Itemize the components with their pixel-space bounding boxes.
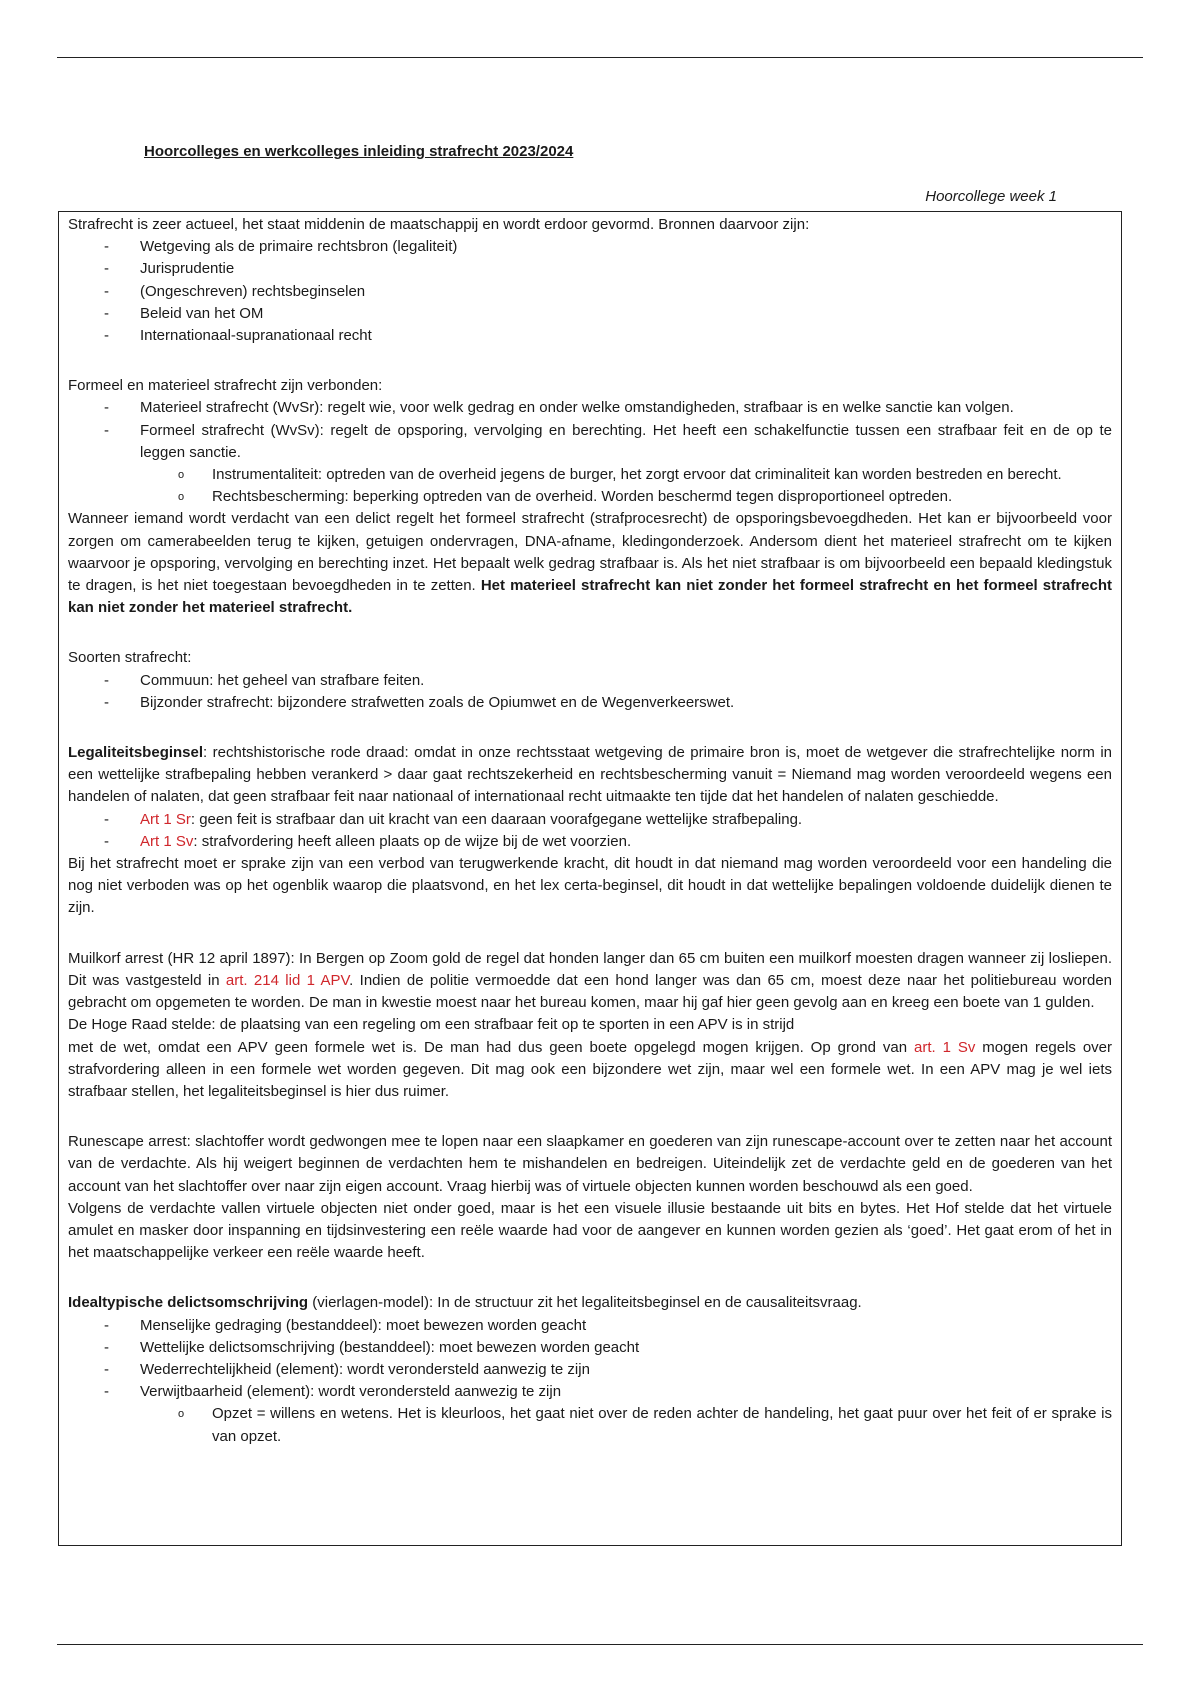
- section-label: Hoorcollege week 1: [925, 188, 1057, 205]
- document-title: Hoorcolleges en werkcolleges inleiding strafrecht 2023/2024: [144, 143, 574, 160]
- idealtypisch-paragraph: [68, 1292, 1112, 1314]
- opzet-sublist: [140, 1403, 1112, 1447]
- list-item: - Wetgeving als de primaire rechtsbron (legaliteit): [140, 236, 1112, 258]
- list-item: - (Ongeschreven) rechtsbeginselen: [140, 281, 1112, 303]
- bottom-rule: [57, 1644, 1143, 1645]
- top-rule: [57, 57, 1143, 58]
- list-item: - Jurisprudentie: [140, 258, 1112, 280]
- verwijtbaarheid-text: Verwijtbaarheid (element): wordt verondersteld aanwezig te zijn: [140, 1383, 562, 1401]
- art1sr-reference: Art 1 Sr: [140, 810, 191, 828]
- content-box: [58, 211, 1122, 1546]
- hoge-raad-text-2: mogen regels over strafvordering alleen in een formele wet worden gegeven. Dit mag ook een bijzondere wet zijn, maar wel een formele wet. In een APV mag je wel iets strafbaar stellen, het legaliteitsbeginsel is hier dus ruimer.: [68, 1038, 1112, 1100]
- idealtypisch-term: Idealtypische delictsomschrijving: [68, 1294, 309, 1312]
- lagen-list: [68, 1315, 1112, 1448]
- legaliteit-term: Legaliteitsbeginsel: [68, 744, 204, 762]
- list-item: - Beleid van het OM: [140, 303, 1112, 325]
- art1sv-reference: Art 1 Sv: [140, 832, 194, 850]
- list-item: - Commuun: het geheel van strafbare feiten.: [140, 670, 1112, 692]
- hoge-raad-text-1: met de wet, omdat een APV geen formele wet is. De man had dus geen boete opgelegd mogen krijgen. Op grond van: [68, 1038, 914, 1056]
- list-item: [140, 809, 1112, 831]
- list-item: - Bijzonder strafrecht: bijzondere strafwetten zoals de Opiumwet en de Wegenverkeerswet.: [140, 692, 1112, 714]
- sub-list-item: o Rechtsbescherming: beperking optreden van de overheid. Worden beschermd tegen disproportioneel optreden.: [212, 486, 1112, 508]
- runescape-paragraph-1: Runescape arrest: slachtoffer wordt gedwongen mee te lopen naar een slaapkamer en goederen van zijn runescape-account over te zetten naar het account van de verdachte. Als hij weigert beginnen de verdachten hem te mishandelen en bedreigen. Uiteindelijk zet de verdachte geld en de goederen van het account van het slachtoffer over naar zijn eigen account. Vraag hierbij was of virtuele objecten kunnen worden beschouwd als een goed.: [68, 1133, 1112, 1195]
- formeel-intro: Formeel en materieel strafrecht zijn verbonden:: [68, 377, 383, 395]
- idealtypisch-text: (vierlagen-model): In de structuur zit het legaliteitsbeginsel en de causaliteitsvraag.: [308, 1294, 862, 1312]
- list-item: - Wederrechtelijkheid (element): wordt verondersteld aanwezig te zijn: [140, 1359, 1112, 1381]
- list-item: [140, 420, 1112, 509]
- muilkorf-text-2: . Indien de politie vermoedde dat een hond langer was dan 65 cm, moest deze naar het politiebureau worden gebracht om opgemeten te worden. De man in kwestie moest naar het bureau komen, maar hij gaf hier geen gevolg aan en kreeg een boete van 1 gulden.: [68, 971, 1113, 1012]
- list-item: - Internationaal-supranationaal recht: [140, 325, 1112, 347]
- intro-paragraph: Strafrecht is zeer actueel, het staat middenin de maatschappij en wordt erdoor gevormd. Bronnen daarvoor zijn:: [68, 216, 810, 233]
- hoge-raad-paragraph: [68, 1037, 1112, 1104]
- art1sv-text: : strafvordering heeft alleen plaats op de wijze bij de wet voorzien.: [193, 832, 632, 850]
- hoge-raad-line: De Hoge Raad stelde: de plaatsing van een regeling om een strafbaar feit op te sporten in een APV is in strijd: [68, 1016, 795, 1034]
- apv-reference: art. 214 lid 1 APV: [225, 971, 350, 989]
- artikelen-list: [68, 809, 1112, 853]
- list-item: - Wettelijke delictsomschrijving (bestanddeel): moet bewezen worden geacht: [140, 1337, 1112, 1359]
- sub-list-item: o Instrumentaliteit: optreden van de overheid jegens de burger, het zorgt ervoor dat criminaliteit kan worden bestreden en berecht.: [212, 464, 1112, 486]
- formeel-sublist: [140, 464, 1112, 508]
- soorten-intro: Soorten strafrecht:: [68, 649, 192, 667]
- sources-list: [68, 236, 1112, 347]
- list-item: [140, 1381, 1112, 1448]
- runescape-paragraph-2: Volgens de verdachte vallen virtuele objecten niet onder goed, maar is het een visuele illusie bestaande uit bits en bytes. Het Hof stelde dat het virtuele amulet en masker door inspanning en tijdsinvestering een reële waarde had voor de aangever en kunnen worden gezien als ‘goed’. Het gaat erom of het in het maatschappelijke verkeer een reële waarde heeft.: [68, 1199, 1112, 1262]
- verdacht-text: Wanneer iemand wordt verdacht van een delict regelt het formeel strafrecht (strafprocesrecht) de opsporingsbevoegdheden. Het kan er bijvoorbeeld voor zorgen om camerabeelden terug te kijken, getuigen ondervragen, DNA-afname, kledingonderzoek. Andersom dient het materieel strafrecht om te kijken waarvoor je opsporing, vervolging en berechting inzet. Het bepaalt welk gedrag strafbaar is. Als het niet strafbaar is om bijvoorbeeld een bepaald kledingstuk te dragen, is het niet toegestaan bevoegdheden in te zetten.: [68, 510, 1112, 595]
- list-item: - Materieel strafrecht (WvSr): regelt wie, voor welk gedrag en onder welke omstandigheden, strafbaar is en welke sanctie kan volgen.: [140, 397, 1112, 419]
- formeel-list: [68, 397, 1112, 508]
- list-item: - Menselijke gedraging (bestanddeel): moet bewezen worden geacht: [140, 1315, 1112, 1337]
- art1sv-reference-2: art. 1 Sv: [913, 1038, 976, 1056]
- muilkorf-text-1: Muilkorf arrest (HR 12 april 1897): In Bergen op Zoom gold de regel dat honden langer dan 65 cm buiten een muilkorf moesten dragen wanneer zij losliepen. Dit was vastgesteld in: [68, 949, 1112, 989]
- art1sr-text: : geen feit is strafbaar dan uit kracht van een daaraan voorafgegane wettelijke strafbepaling.: [190, 810, 803, 828]
- terugwerkend-paragraph: Bij het strafrecht moet er sprake zijn van een verbod van terugwerkende kracht, dit houdt in dat niemand mag worden veroordeeld voor een handeling die nog niet verboden was op het ogenblik waarop die plaatsvond, en het lex certa-beginsel, dit houdt in dat wettelijke bepalingen voldoende duidelijk dienen te zijn.: [68, 855, 1112, 917]
- muilkorf-paragraph: [68, 948, 1112, 1015]
- legaliteit-text: : rechtshistorische rode draad: omdat in onze rechtsstaat wetgeving de primaire bron is, moet de wetgever die strafrechtelijke norm in een wettelijke strafbepaling hebben verankerd > daar gaat rechtszekerheid en rechtsbescherming vanuit = Niemand mag worden veroordeeld wegens een handelen of nalaten, dat geen strafbaar feit naar nationaal of internationaal recht uitmaakte ten tijde dat het handelen of nalaten geschiedde.: [68, 744, 1112, 806]
- verdacht-bold-text: Het materieel strafrecht kan niet zonder het formeel strafrecht en het formeel strafrecht kan niet zonder het materieel strafrecht.: [68, 577, 1113, 617]
- sub-list-item: o Opzet = willens en wetens. Het is kleurloos, het gaat niet over de reden achter de handeling, het gaat puur over het feit of er sprake is van opzet.: [212, 1403, 1112, 1447]
- verdacht-paragraph: [68, 508, 1112, 619]
- soorten-list: [68, 670, 1112, 714]
- legaliteit-paragraph: [68, 742, 1112, 809]
- list-item: [140, 831, 1112, 853]
- formeel-item-text: Formeel strafrecht (WvSv): regelt de opsporing, vervolging en berechting. Het heeft een schakelfunctie tussen een strafbaar feit en de op te leggen sanctie.: [140, 421, 1112, 461]
